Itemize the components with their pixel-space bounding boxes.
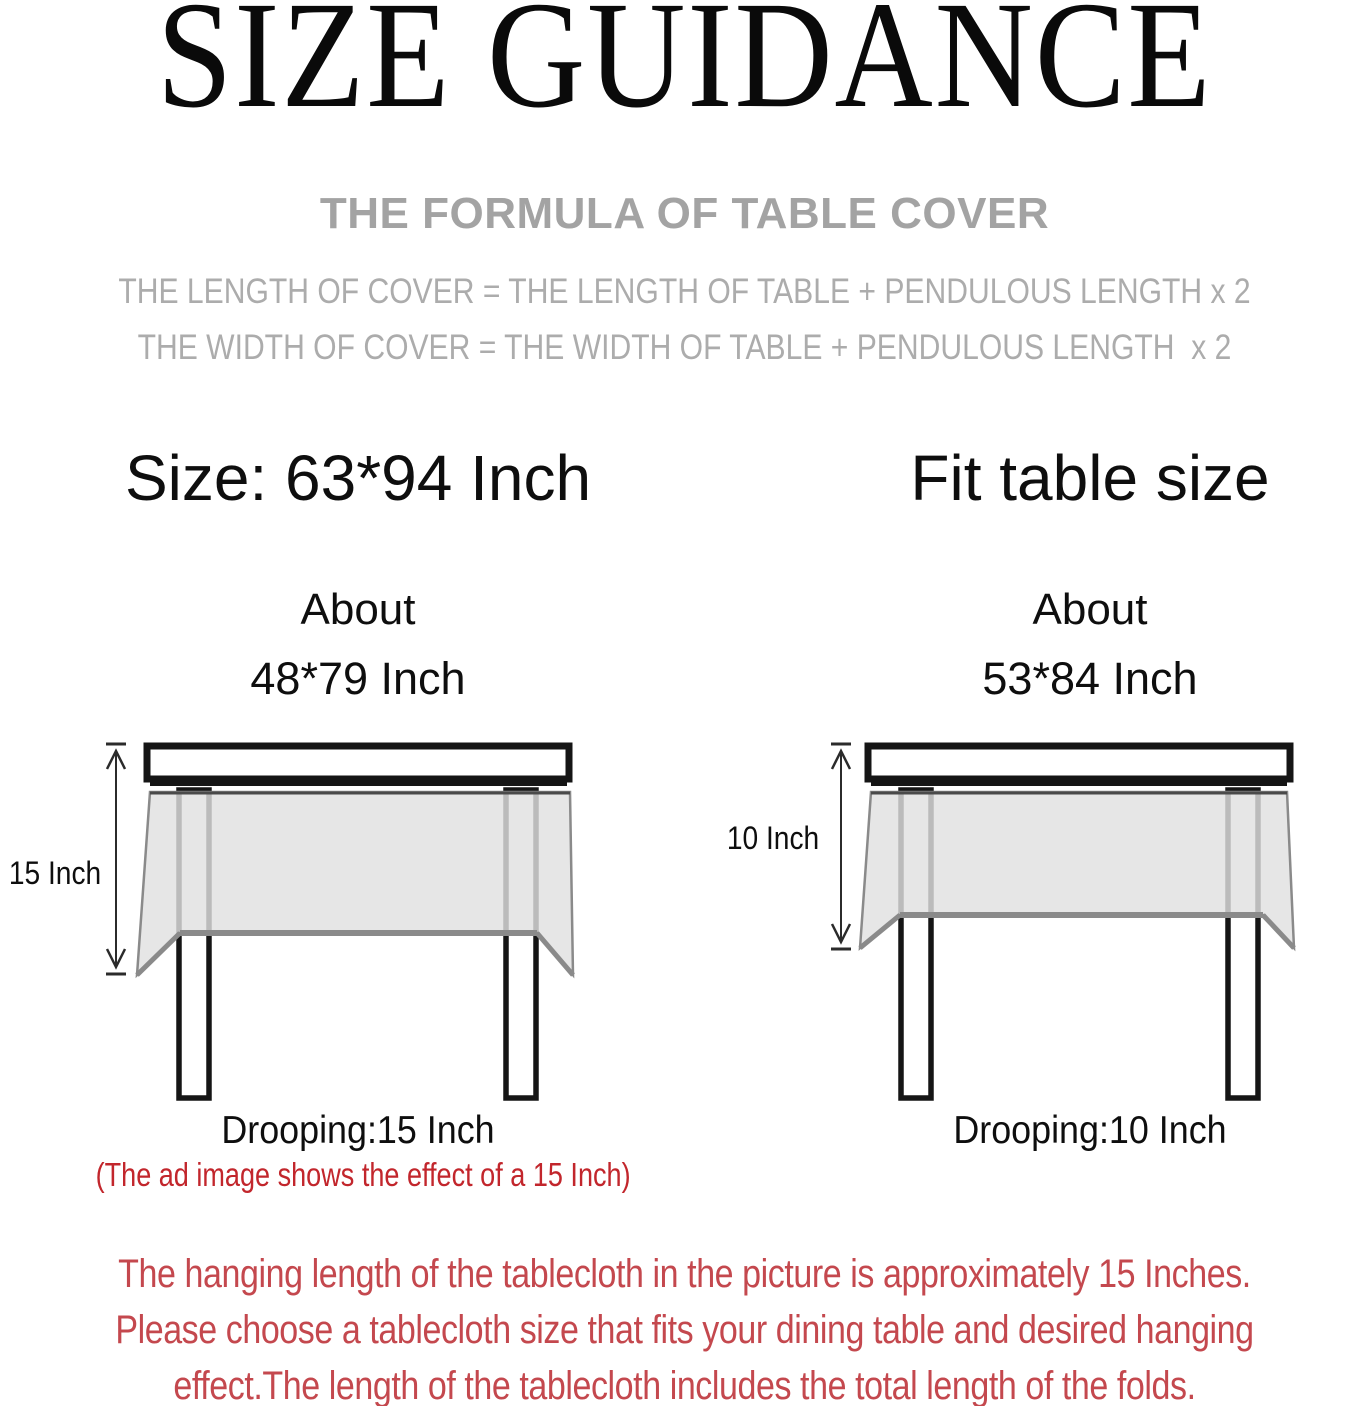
- table-diagram-10-inch: [790, 735, 1350, 1115]
- left-about-label: About: [300, 585, 416, 634]
- fit-table-size-heading: Fit table size: [910, 442, 1270, 514]
- footer-line-2: Please choose a tablecloth size that fits your dining table and desired hanging: [115, 1308, 1254, 1352]
- drop-arrow: [106, 744, 126, 974]
- table-diagram-15-inch: [80, 735, 620, 1115]
- left-table-dimensions: 48*79 Inch: [250, 653, 466, 704]
- right-drop-measurement: 10 Inch: [726, 820, 820, 856]
- formula-heading: THE FORMULA OF TABLE COVER: [319, 189, 1050, 238]
- ad-image-note: (The ad image shows the effect of a 15 Inch): [95, 1156, 631, 1193]
- formula-line-length: THE LENGTH OF COVER = THE LENGTH OF TABLE + PENDULOUS LENGTH x 2: [118, 272, 1251, 311]
- left-drop-measurement: 15 Inch: [8, 855, 102, 891]
- cover-size-heading: Size: 63*94 Inch: [124, 442, 592, 514]
- footer-line-3: effect.The length of the tablecloth includes the total length of the folds.: [173, 1364, 1196, 1406]
- drop-arrow: [831, 744, 851, 949]
- formula-line-width: THE WIDTH OF COVER = THE WIDTH OF TABLE + PENDULOUS LENGTH x 2: [137, 328, 1232, 367]
- footer-note: [0, 1246, 1369, 1406]
- right-table-dimensions: 53*84 Inch: [982, 653, 1198, 704]
- page-title: SIZE GUIDANCE: [156, 0, 1213, 140]
- right-drooping-label: Drooping:10 Inch: [953, 1109, 1227, 1152]
- right-about-label: About: [1032, 585, 1148, 634]
- left-drooping-label: Drooping:15 Inch: [221, 1109, 495, 1152]
- footer-line-1: The hanging length of the tablecloth in the picture is approximately 15 Inches.: [118, 1252, 1251, 1296]
- tabletop: [868, 746, 1290, 779]
- tabletop: [147, 746, 569, 779]
